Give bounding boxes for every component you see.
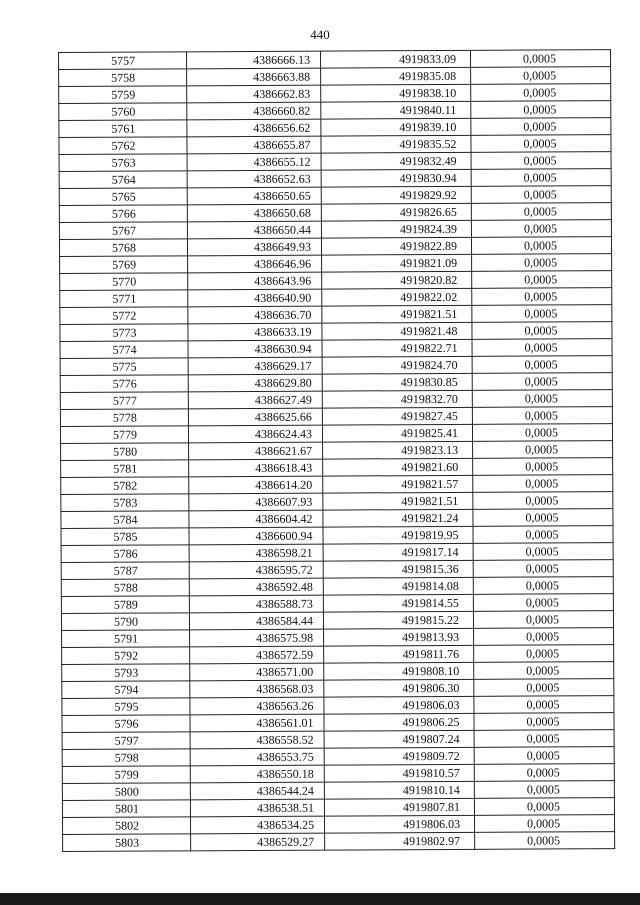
point-number-cell: 5790 bbox=[61, 613, 189, 631]
x-coordinate-cell: 4386646.96 bbox=[188, 255, 322, 273]
y-coordinate-cell: 4919814.08 bbox=[323, 577, 473, 595]
y-coordinate-cell: 4919814.55 bbox=[323, 594, 473, 612]
value-cell: 0,0005 bbox=[474, 730, 614, 748]
table-row bbox=[59, 186, 611, 206]
y-coordinate-cell: 4919835.52 bbox=[321, 135, 471, 153]
x-coordinate-cell: 4386662.83 bbox=[187, 85, 321, 103]
value-cell: 0,0005 bbox=[474, 628, 614, 646]
x-coordinate-cell: 4386538.51 bbox=[190, 799, 324, 817]
table-row bbox=[60, 373, 612, 393]
x-coordinate-cell: 4386558.52 bbox=[190, 731, 324, 749]
value-cell: 0,0005 bbox=[473, 560, 613, 578]
value-cell: 0,0005 bbox=[473, 492, 613, 510]
value-cell: 0,0005 bbox=[471, 169, 611, 187]
table-row bbox=[59, 118, 611, 138]
table-row bbox=[61, 458, 613, 478]
table-row bbox=[59, 220, 611, 240]
y-coordinate-cell: 4919821.51 bbox=[323, 492, 473, 510]
point-number-cell: 5802 bbox=[63, 817, 191, 835]
coordinates-table-body bbox=[59, 50, 615, 852]
y-coordinate-cell: 4919823.13 bbox=[323, 441, 473, 459]
point-number-cell: 5774 bbox=[60, 341, 188, 359]
table-row bbox=[61, 543, 613, 563]
table-row bbox=[63, 832, 615, 852]
point-number-cell: 5778 bbox=[60, 409, 188, 427]
table-row bbox=[62, 645, 614, 665]
table-row bbox=[60, 288, 612, 308]
table-row bbox=[59, 135, 611, 155]
y-coordinate-cell: 4919821.51 bbox=[322, 305, 472, 323]
table-row bbox=[60, 407, 612, 427]
point-number-cell: 5789 bbox=[61, 596, 189, 614]
value-cell: 0,0005 bbox=[472, 356, 612, 374]
table-row bbox=[62, 730, 614, 750]
x-coordinate-cell: 4386656.62 bbox=[187, 119, 321, 137]
point-number-cell: 5795 bbox=[62, 698, 190, 716]
y-coordinate-cell: 4919806.30 bbox=[324, 679, 474, 697]
y-coordinate-cell: 4919806.25 bbox=[324, 713, 474, 731]
point-number-cell: 5760 bbox=[59, 103, 187, 121]
value-cell: 0,0005 bbox=[474, 764, 614, 782]
y-coordinate-cell: 4919802.97 bbox=[325, 832, 475, 850]
x-coordinate-cell: 4386618.43 bbox=[189, 459, 323, 477]
y-coordinate-cell: 4919825.41 bbox=[322, 424, 472, 442]
point-number-cell: 5759 bbox=[59, 86, 187, 104]
x-coordinate-cell: 4386636.70 bbox=[188, 306, 322, 324]
value-cell: 0,0005 bbox=[473, 594, 613, 612]
table-row bbox=[61, 509, 613, 529]
value-cell: 0,0005 bbox=[472, 373, 612, 391]
y-coordinate-cell: 4919806.03 bbox=[325, 815, 475, 833]
point-number-cell: 5764 bbox=[59, 171, 187, 189]
point-number-cell: 5776 bbox=[60, 375, 188, 393]
x-coordinate-cell: 4386595.72 bbox=[189, 561, 323, 579]
value-cell: 0,0005 bbox=[474, 798, 614, 816]
y-coordinate-cell: 4919815.36 bbox=[323, 560, 473, 578]
y-coordinate-cell: 4919807.81 bbox=[324, 798, 474, 816]
x-coordinate-cell: 4386660.82 bbox=[187, 102, 321, 120]
table-row bbox=[59, 101, 611, 121]
y-coordinate-cell: 4919824.39 bbox=[321, 220, 471, 238]
y-coordinate-cell: 4919821.57 bbox=[323, 475, 473, 493]
table-row bbox=[59, 203, 611, 223]
table-row bbox=[62, 662, 614, 682]
coordinates-table-wrapper bbox=[58, 49, 614, 852]
value-cell: 0,0005 bbox=[473, 509, 613, 527]
x-coordinate-cell: 4386550.18 bbox=[190, 765, 324, 783]
y-coordinate-cell: 4919821.24 bbox=[323, 509, 473, 527]
x-coordinate-cell: 4386630.94 bbox=[188, 340, 322, 358]
y-coordinate-cell: 4919821.48 bbox=[322, 322, 472, 340]
x-coordinate-cell: 4386627.49 bbox=[188, 391, 322, 409]
point-number-cell: 5769 bbox=[60, 256, 188, 274]
value-cell: 0,0005 bbox=[471, 186, 611, 204]
y-coordinate-cell: 4919822.89 bbox=[321, 237, 471, 255]
value-cell: 0,0005 bbox=[472, 254, 612, 272]
point-number-cell: 5775 bbox=[60, 358, 188, 376]
y-coordinate-cell: 4919809.72 bbox=[324, 747, 474, 765]
value-cell: 0,0005 bbox=[470, 50, 610, 68]
x-coordinate-cell: 4386568.03 bbox=[190, 680, 324, 698]
point-number-cell: 5768 bbox=[59, 239, 187, 257]
y-coordinate-cell: 4919839.10 bbox=[321, 118, 471, 136]
point-number-cell: 5757 bbox=[59, 52, 187, 70]
point-number-cell: 5799 bbox=[62, 766, 190, 784]
y-coordinate-cell: 4919840.11 bbox=[321, 101, 471, 119]
table-row bbox=[60, 424, 612, 444]
y-coordinate-cell: 4919827.45 bbox=[322, 407, 472, 425]
point-number-cell: 5782 bbox=[61, 477, 189, 495]
table-row bbox=[59, 152, 611, 172]
x-coordinate-cell: 4386666.13 bbox=[187, 51, 321, 69]
x-coordinate-cell: 4386592.48 bbox=[189, 578, 323, 596]
x-coordinate-cell: 4386571.00 bbox=[190, 663, 324, 681]
x-coordinate-cell: 4386652.63 bbox=[187, 170, 321, 188]
point-number-cell: 5777 bbox=[60, 392, 188, 410]
table-row bbox=[59, 84, 611, 104]
point-number-cell: 5788 bbox=[61, 579, 189, 597]
x-coordinate-cell: 4386649.93 bbox=[187, 238, 321, 256]
value-cell: 0,0005 bbox=[472, 424, 612, 442]
page-number: 440 bbox=[310, 27, 330, 42]
y-coordinate-cell: 4919819.95 bbox=[323, 526, 473, 544]
y-coordinate-cell: 4919830.85 bbox=[322, 373, 472, 391]
y-coordinate-cell: 4919830.94 bbox=[321, 169, 471, 187]
x-coordinate-cell: 4386563.26 bbox=[190, 697, 324, 715]
point-number-cell: 5772 bbox=[60, 307, 188, 325]
x-coordinate-cell: 4386572.59 bbox=[190, 646, 324, 664]
x-coordinate-cell: 4386534.25 bbox=[191, 816, 325, 834]
value-cell: 0,0005 bbox=[472, 407, 612, 425]
value-cell: 0,0005 bbox=[472, 390, 612, 408]
table-row bbox=[61, 577, 613, 597]
table-row bbox=[61, 560, 613, 580]
point-number-cell: 5770 bbox=[60, 273, 188, 291]
point-number-cell: 5779 bbox=[60, 426, 188, 444]
point-number-cell: 5761 bbox=[59, 120, 187, 138]
table-row bbox=[60, 339, 612, 359]
y-coordinate-cell: 4919829.92 bbox=[321, 186, 471, 204]
y-coordinate-cell: 4919826.65 bbox=[321, 203, 471, 221]
value-cell: 0,0005 bbox=[473, 611, 613, 629]
x-coordinate-cell: 4386633.19 bbox=[188, 323, 322, 341]
table-row bbox=[61, 441, 613, 461]
y-coordinate-cell: 4919822.71 bbox=[322, 339, 472, 357]
value-cell: 0,0005 bbox=[472, 271, 612, 289]
table-row bbox=[62, 696, 614, 716]
table-row bbox=[62, 798, 614, 818]
value-cell: 0,0005 bbox=[471, 101, 611, 119]
value-cell: 0,0005 bbox=[474, 679, 614, 697]
x-coordinate-cell: 4386629.80 bbox=[188, 374, 322, 392]
scan-edge-bar bbox=[0, 893, 640, 905]
x-coordinate-cell: 4386561.01 bbox=[190, 714, 324, 732]
value-cell: 0,0005 bbox=[474, 747, 614, 765]
table-row bbox=[61, 594, 613, 614]
table-row bbox=[62, 747, 614, 767]
point-number-cell: 5793 bbox=[62, 664, 190, 682]
y-coordinate-cell: 4919808.10 bbox=[324, 662, 474, 680]
x-coordinate-cell: 4386529.27 bbox=[191, 833, 325, 851]
x-coordinate-cell: 4386640.90 bbox=[188, 289, 322, 307]
x-coordinate-cell: 4386650.68 bbox=[187, 204, 321, 222]
table-row bbox=[60, 356, 612, 376]
value-cell: 0,0005 bbox=[474, 713, 614, 731]
point-number-cell: 5781 bbox=[61, 460, 189, 478]
point-number-cell: 5800 bbox=[62, 783, 190, 801]
table-row bbox=[60, 254, 612, 274]
table-row bbox=[60, 390, 612, 410]
table-row bbox=[63, 815, 615, 835]
table-row bbox=[62, 628, 614, 648]
point-number-cell: 5783 bbox=[61, 494, 189, 512]
y-coordinate-cell: 4919811.76 bbox=[324, 645, 474, 663]
value-cell: 0,0005 bbox=[472, 322, 612, 340]
point-number-cell: 5767 bbox=[59, 222, 187, 240]
x-coordinate-cell: 4386614.20 bbox=[189, 476, 323, 494]
table-row bbox=[60, 322, 612, 342]
coordinates-table bbox=[58, 49, 615, 852]
point-number-cell: 5786 bbox=[61, 545, 189, 563]
table-row bbox=[62, 764, 614, 784]
point-number-cell: 5798 bbox=[62, 749, 190, 767]
value-cell: 0,0005 bbox=[475, 815, 615, 833]
table-row bbox=[59, 67, 611, 87]
value-cell: 0,0005 bbox=[474, 645, 614, 663]
y-coordinate-cell: 4919838.10 bbox=[321, 84, 471, 102]
value-cell: 0,0005 bbox=[471, 237, 611, 255]
point-number-cell: 5758 bbox=[59, 69, 187, 87]
y-coordinate-cell: 4919820.82 bbox=[322, 271, 472, 289]
table-row bbox=[59, 169, 611, 189]
point-number-cell: 5773 bbox=[60, 324, 188, 342]
x-coordinate-cell: 4386553.75 bbox=[190, 748, 324, 766]
value-cell: 0,0005 bbox=[471, 67, 611, 85]
value-cell: 0,0005 bbox=[474, 781, 614, 799]
y-coordinate-cell: 4919832.70 bbox=[322, 390, 472, 408]
point-number-cell: 5803 bbox=[63, 834, 191, 852]
x-coordinate-cell: 4386584.44 bbox=[189, 612, 323, 630]
y-coordinate-cell: 4919822.02 bbox=[322, 288, 472, 306]
y-coordinate-cell: 4919833.09 bbox=[320, 50, 470, 68]
table-row bbox=[60, 305, 612, 325]
point-number-cell: 5780 bbox=[61, 443, 189, 461]
point-number-cell: 5765 bbox=[59, 188, 187, 206]
y-coordinate-cell: 4919806.03 bbox=[324, 696, 474, 714]
table-row bbox=[61, 492, 613, 512]
value-cell: 0,0005 bbox=[473, 475, 613, 493]
value-cell: 0,0005 bbox=[473, 458, 613, 476]
value-cell: 0,0005 bbox=[471, 135, 611, 153]
point-number-cell: 5797 bbox=[62, 732, 190, 750]
x-coordinate-cell: 4386629.17 bbox=[188, 357, 322, 375]
y-coordinate-cell: 4919817.14 bbox=[323, 543, 473, 561]
value-cell: 0,0005 bbox=[472, 305, 612, 323]
value-cell: 0,0005 bbox=[471, 152, 611, 170]
table-row bbox=[59, 50, 611, 70]
x-coordinate-cell: 4386650.44 bbox=[187, 221, 321, 239]
point-number-cell: 5791 bbox=[62, 630, 190, 648]
x-coordinate-cell: 4386588.73 bbox=[189, 595, 323, 613]
value-cell: 0,0005 bbox=[475, 832, 615, 850]
point-number-cell: 5794 bbox=[62, 681, 190, 699]
point-number-cell: 5801 bbox=[62, 800, 190, 818]
point-number-cell: 5763 bbox=[59, 154, 187, 172]
value-cell: 0,0005 bbox=[471, 203, 611, 221]
x-coordinate-cell: 4386655.12 bbox=[187, 153, 321, 171]
point-number-cell: 5792 bbox=[62, 647, 190, 665]
point-number-cell: 5785 bbox=[61, 528, 189, 546]
y-coordinate-cell: 4919810.57 bbox=[324, 764, 474, 782]
y-coordinate-cell: 4919807.24 bbox=[324, 730, 474, 748]
value-cell: 0,0005 bbox=[471, 118, 611, 136]
table-row bbox=[62, 679, 614, 699]
x-coordinate-cell: 4386655.87 bbox=[187, 136, 321, 154]
table-row bbox=[62, 781, 614, 801]
x-coordinate-cell: 4386621.67 bbox=[189, 442, 323, 460]
x-coordinate-cell: 4386663.88 bbox=[187, 68, 321, 86]
value-cell: 0,0005 bbox=[474, 696, 614, 714]
table-row bbox=[61, 475, 613, 495]
x-coordinate-cell: 4386643.96 bbox=[188, 272, 322, 290]
point-number-cell: 5787 bbox=[61, 562, 189, 580]
y-coordinate-cell: 4919815.22 bbox=[323, 611, 473, 629]
value-cell: 0,0005 bbox=[473, 543, 613, 561]
x-coordinate-cell: 4386600.94 bbox=[189, 527, 323, 545]
value-cell: 0,0005 bbox=[473, 526, 613, 544]
value-cell: 0,0005 bbox=[471, 84, 611, 102]
x-coordinate-cell: 4386624.43 bbox=[188, 425, 322, 443]
value-cell: 0,0005 bbox=[473, 441, 613, 459]
table-row bbox=[61, 611, 613, 631]
x-coordinate-cell: 4386625.66 bbox=[188, 408, 322, 426]
y-coordinate-cell: 4919835.08 bbox=[321, 67, 471, 85]
point-number-cell: 5796 bbox=[62, 715, 190, 733]
table-row bbox=[61, 526, 613, 546]
value-cell: 0,0005 bbox=[471, 220, 611, 238]
value-cell: 0,0005 bbox=[474, 662, 614, 680]
point-number-cell: 5771 bbox=[60, 290, 188, 308]
y-coordinate-cell: 4919810.14 bbox=[324, 781, 474, 799]
point-number-cell: 5784 bbox=[61, 511, 189, 529]
y-coordinate-cell: 4919821.60 bbox=[323, 458, 473, 476]
table-row bbox=[60, 271, 612, 291]
x-coordinate-cell: 4386544.24 bbox=[190, 782, 324, 800]
y-coordinate-cell: 4919821.09 bbox=[322, 254, 472, 272]
value-cell: 0,0005 bbox=[473, 577, 613, 595]
table-row bbox=[59, 237, 611, 257]
y-coordinate-cell: 4919824.70 bbox=[322, 356, 472, 374]
value-cell: 0,0005 bbox=[472, 339, 612, 357]
x-coordinate-cell: 4386575.98 bbox=[190, 629, 324, 647]
x-coordinate-cell: 4386604.42 bbox=[189, 510, 323, 528]
y-coordinate-cell: 4919813.93 bbox=[324, 628, 474, 646]
point-number-cell: 5766 bbox=[59, 205, 187, 223]
table-row bbox=[62, 713, 614, 733]
x-coordinate-cell: 4386598.21 bbox=[189, 544, 323, 562]
point-number-cell: 5762 bbox=[59, 137, 187, 155]
value-cell: 0,0005 bbox=[472, 288, 612, 306]
x-coordinate-cell: 4386607.93 bbox=[189, 493, 323, 511]
x-coordinate-cell: 4386650.65 bbox=[187, 187, 321, 205]
y-coordinate-cell: 4919832.49 bbox=[321, 152, 471, 170]
